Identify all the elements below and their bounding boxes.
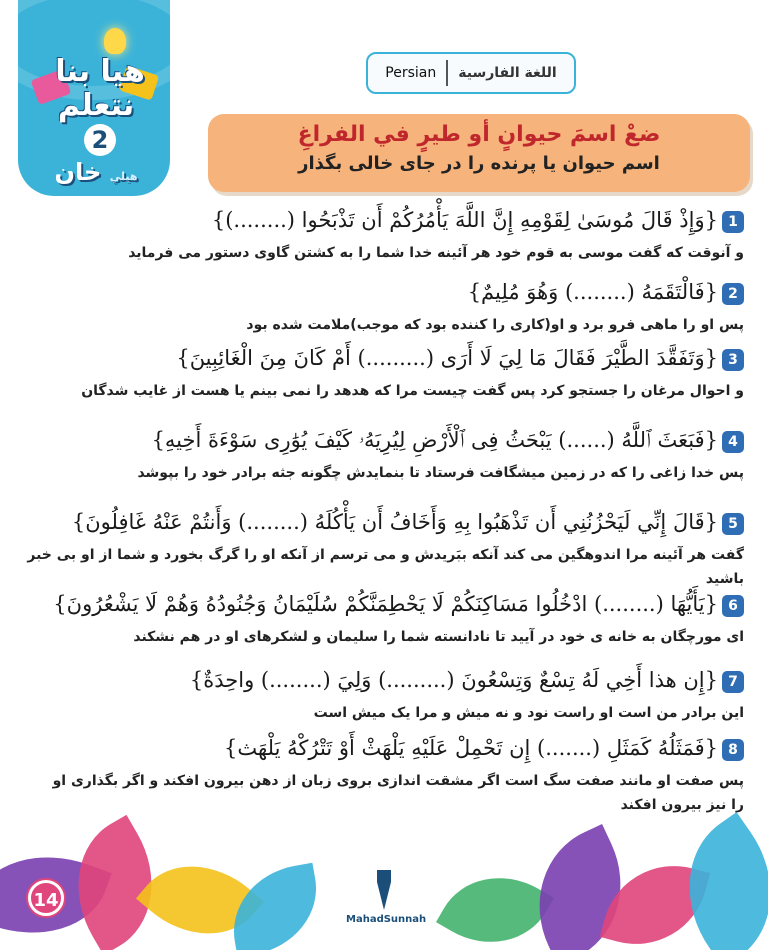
translation-text: این برادر من است او راست نود و نه میش و مرا یک میش است [313, 704, 744, 721]
verse-text: {وَإِذْ قَالَ مُوسَىٰ لِقَوْمِهِ إِنَّ اللَّهَ يَأْمُرُكُمْ أَن تَذْبَحُوا (........)} [211, 208, 718, 232]
exercise-item-5 [24, 510, 744, 592]
verse-text: {وَتَفَقَّدَ الطَّيْرَ فَقَالَ مَا لِيَ لَا أَرَى (.........) أَمْ كَانَ مِنَ الْغَائِبِينَ} [176, 346, 718, 370]
instruction-persian: اسم حیوان یا پرنده را در جای خالی بگذار [298, 153, 660, 174]
exercise-item-4 [24, 428, 744, 486]
exercise-item-6 [24, 592, 744, 649]
item-number-badge: 7 [722, 671, 744, 693]
logo-line2: نتعلم [57, 88, 135, 123]
logo-number: 2 [84, 124, 116, 156]
item-number-badge: 8 [722, 739, 744, 761]
item-number-badge: 4 [722, 431, 744, 453]
verse-text: {فَالْتَقَمَهُ (........) وَهُوَ مُلِيمٌ} [467, 280, 718, 304]
instruction-banner [208, 114, 750, 192]
logo-line3 [28, 158, 164, 186]
publisher-logo [346, 870, 427, 925]
pen-icon [377, 870, 391, 910]
translation-text: ای مورچگان به خانه ی خود در آیید تا نادانسته شما را سلیمان و لشکرهای او در هم نشکند [133, 628, 744, 645]
verse-text: {فَبَعَثَ ٱللَّهُ (......) يَبْحَثُ فِى ٱلْأَرْضِ لِيُرِيَهُۥ كَيْفَ يُوَٰرِى سَوْءَةَ أَخِيهِ} [151, 428, 718, 452]
item-number-badge: 5 [722, 513, 744, 535]
language-en: Persian [385, 65, 437, 81]
exercise-item-7 [24, 668, 744, 725]
item-number-badge: 3 [722, 349, 744, 371]
exercise-item-2 [24, 280, 744, 337]
verse-text: {فَمَثَلُهُ كَمَثَلِ (.......) إِن تَحْمِلْ عَلَيْهِ يَلْهَثْ أَوْ تَتْرُكْهُ يَلْهَث} [224, 736, 718, 760]
lightbulb-icon [104, 28, 126, 54]
translation-text: پس خدا زاغی را که در زمین میشگافت فرستاد تا بنمایدش چگونه جثه برادر خود را بپوشد [137, 465, 744, 481]
item-number-badge: 1 [722, 211, 744, 233]
verse-text: {قَالَ إِنِّي لَيَحْزُنُنِي أَن تَذْهَبُوا بِهِ وَأَخَافُ أَن يَأْكُلَهُ (........) وَأَنتُمْ عَنْهُ غَافِلُونَ} [71, 510, 718, 534]
translation-text: پس او را ماهی فرو برد و او(کاری را کننده بود که موجب)ملامت شده بود [246, 316, 744, 333]
page-number: 14 [28, 880, 64, 916]
translation-text: گفت هر آئینه مرا اندوهگین می کند آنکه ببَریدش و می ترسم از آنکه او را گرگ بخورد و شما از او بی خبر باشید [27, 546, 744, 587]
translation-text: پس صفت او مانند صفت سگ است اگر مشقت اندازی بروی زبان از دهن بیرون افکند و اگر بگذاری او را نیز بیرون افکند [52, 772, 744, 813]
instruction-arabic: ضعْ اسمَ حيوانٍ أو طيرٍ في الفراغِ [297, 122, 661, 147]
translation-text: و احوال مرغان را جستجو کرد پس گفت چیست مرا که هدهد را نمی بینم یا هست از غایب شدگان [81, 382, 744, 399]
logo-line3-text: خان [54, 158, 102, 186]
leaf-shape [436, 853, 554, 950]
logo-line3-small: هيلي [109, 170, 138, 183]
logo-line1: هيا بنا [55, 54, 145, 89]
verse-text: {يَأَيُّهَا (........) ادْخُلُوا مَسَاكِنَكُمْ لَا يَحْطِمَنَّكُمْ سُلَيْمَانُ وَجُنُودُهُ وَهُمْ لَا يَشْعُرُونَ} [53, 592, 718, 616]
leaf-shape [224, 863, 327, 950]
publisher-name: MahadSunnah [346, 914, 427, 925]
language-ar: اللغة الفارسية [458, 65, 557, 81]
item-number-badge: 2 [722, 283, 744, 305]
translation-text: و آنوقت که گفت موسی به قوم خود هر آئینه خدا شما را به کشتن گاوی دستور می فرماید [128, 244, 744, 261]
exercise-item-3 [24, 346, 744, 403]
verse-text: {إِن هذا أَخِي لَهُ تِسْعٌ وَتِسْعُونَ (.........) وَلِيَ (........) واحِدَةٌ} [189, 668, 718, 692]
exercise-item-1 [24, 208, 744, 265]
series-logo [18, 0, 170, 196]
language-divider [446, 60, 448, 86]
language-tag [366, 52, 576, 94]
item-number-badge: 6 [722, 595, 744, 617]
